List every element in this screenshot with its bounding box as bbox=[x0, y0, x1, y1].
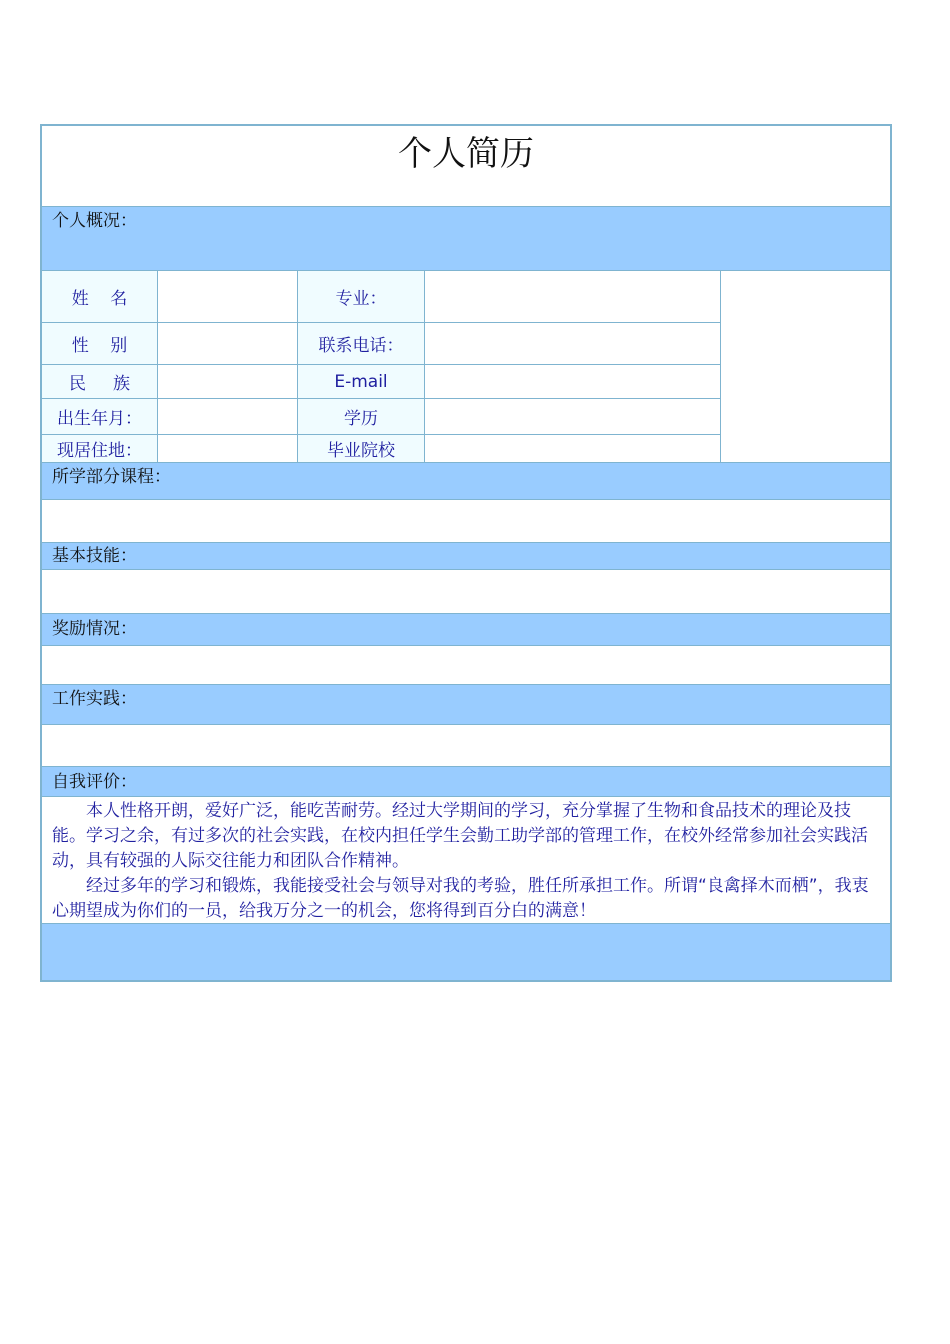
name-field[interactable] bbox=[158, 271, 298, 323]
page-title: 个人简历 bbox=[42, 126, 890, 207]
phone-field[interactable] bbox=[425, 323, 721, 365]
school-label: 毕业院校 bbox=[298, 435, 425, 462]
self-eval-content[interactable] bbox=[42, 797, 890, 924]
ethnicity-field[interactable] bbox=[158, 365, 298, 399]
footer-band bbox=[42, 924, 890, 980]
practice-label: 工作实践： bbox=[52, 689, 137, 709]
awards-content[interactable] bbox=[42, 646, 890, 685]
birth-field[interactable] bbox=[158, 399, 298, 435]
school-field[interactable] bbox=[425, 435, 721, 462]
photo-area[interactable] bbox=[721, 271, 890, 462]
email-label: E-mail bbox=[298, 365, 425, 399]
ethnicity-label: 民 族 bbox=[42, 365, 158, 399]
awards-band bbox=[42, 614, 890, 646]
self-eval-label: 自我评价： bbox=[52, 772, 137, 792]
skills-content[interactable] bbox=[42, 570, 890, 614]
education-label: 学历 bbox=[298, 399, 425, 435]
residence-field[interactable] bbox=[158, 435, 298, 462]
major-field[interactable] bbox=[425, 271, 721, 323]
residence-label: 现居住地： bbox=[42, 435, 158, 462]
skills-band bbox=[42, 543, 890, 570]
practice-band bbox=[42, 685, 890, 725]
courses-band bbox=[42, 462, 890, 500]
practice-content[interactable] bbox=[42, 725, 890, 767]
overview-label: 个人概况： bbox=[52, 211, 137, 231]
major-label: 专业： bbox=[298, 271, 425, 323]
birth-label: 出生年月： bbox=[42, 399, 158, 435]
self-eval-paragraph-1: 本人性格开朗，爱好广泛，能吃苦耐劳。经过大学期间的学习，充分掌握了生物和食品技术的理论及技能。学习之余，有过多次的社会实践，在校内担任学生会勤工助学部的管理工作，在校外经常参加社会实践活动，具有较强的人际交往能力和团队合作精神。 bbox=[52, 801, 868, 871]
self-eval-text bbox=[52, 799, 882, 924]
email-field[interactable] bbox=[425, 365, 721, 399]
overview-band bbox=[42, 207, 890, 271]
awards-label: 奖励情况： bbox=[52, 619, 137, 639]
phone-label: 联系电话： bbox=[298, 323, 425, 365]
courses-label: 所学部分课程： bbox=[52, 467, 171, 487]
courses-content[interactable] bbox=[42, 500, 890, 543]
self-eval-band bbox=[42, 767, 890, 797]
resume-sheet bbox=[40, 124, 892, 982]
skills-label: 基本技能： bbox=[52, 546, 137, 566]
self-eval-paragraph-2: 经过多年的学习和锻炼，我能接受社会与领导对我的考验，胜任所承担工作。所谓“良禽择木而栖”，我衷心期望成为你们的一员，给我万分之一的机会，您将得到百分白的满意！ bbox=[52, 876, 869, 921]
gender-label: 性 别 bbox=[42, 323, 158, 365]
name-label: 姓 名 bbox=[42, 271, 158, 323]
education-field[interactable] bbox=[425, 399, 721, 435]
gender-field[interactable] bbox=[158, 323, 298, 365]
